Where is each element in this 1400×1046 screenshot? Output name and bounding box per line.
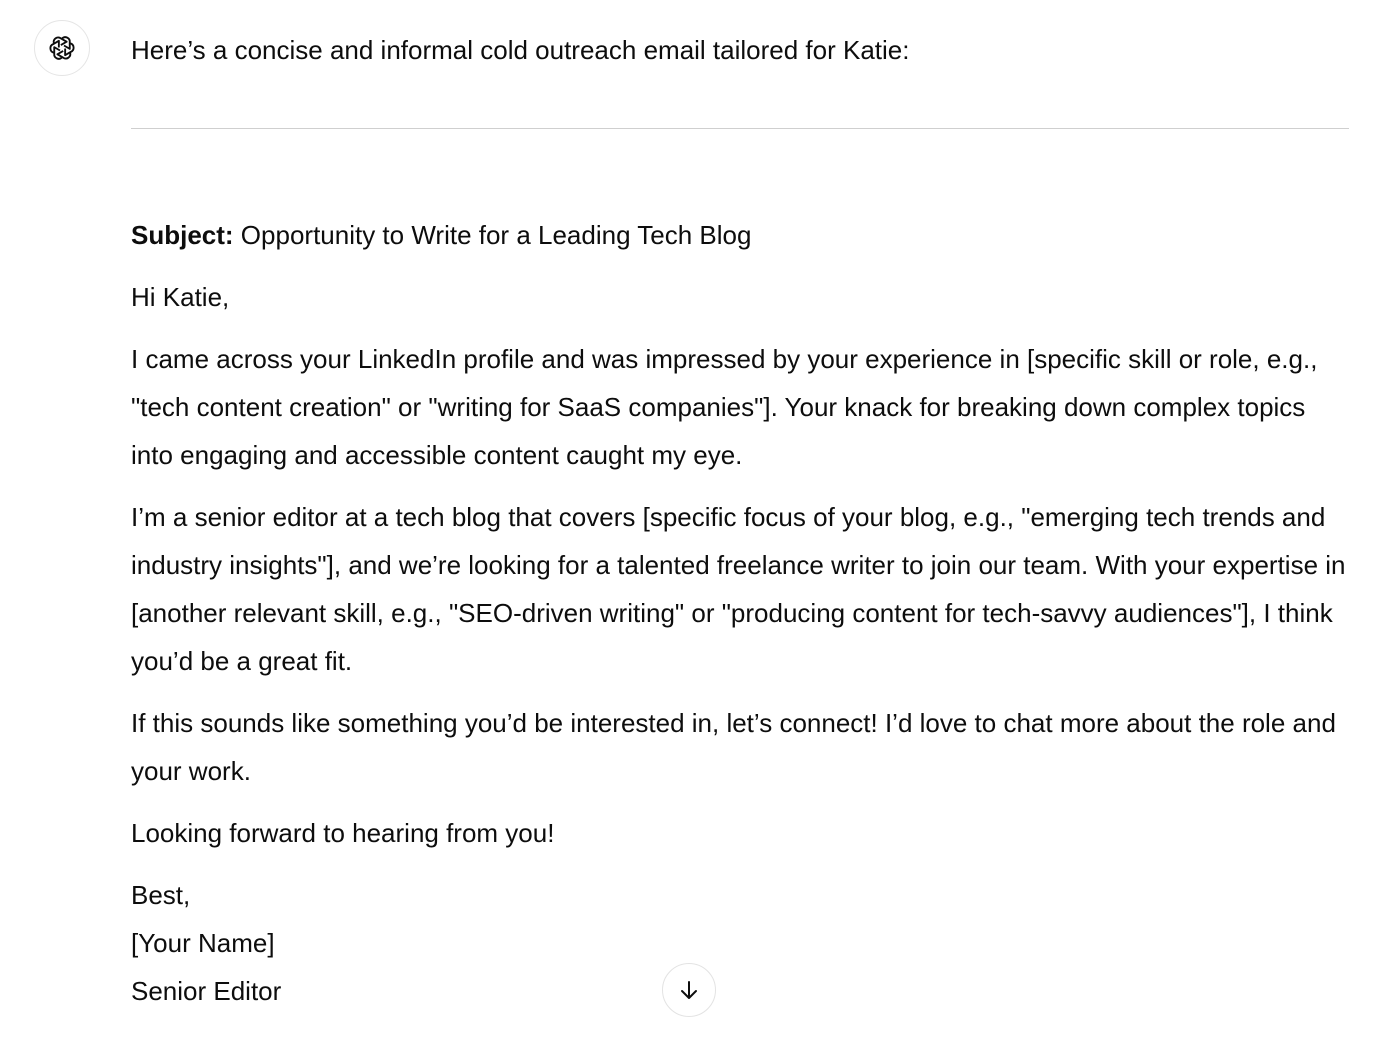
divider <box>131 128 1349 129</box>
assistant-avatar <box>34 20 90 76</box>
signoff: Best, <box>131 880 191 910</box>
scroll-to-bottom-button[interactable] <box>662 963 716 1017</box>
email-paragraph: If this sounds like something you’d be interested in, let’s connect! I’d love to chat more about the role and your work. <box>131 708 1336 786</box>
openai-logo-icon <box>47 33 77 63</box>
arrow-down-icon <box>677 978 701 1002</box>
sender-name: [Your Name] <box>131 928 275 958</box>
sender-title: Senior Editor <box>131 976 282 1006</box>
email-paragraph: I came across your LinkedIn profile and was impressed by your experience in [specific skill or role, e.g., "tech content creation" or "writing for SaaS companies"]. Your knack for breaking down complex topics into engaging and accessible content caught my eye. <box>131 344 1318 470</box>
email-paragraph: Looking forward to hearing from you! <box>131 818 555 848</box>
subject-text: Opportunity to Write for a Leading Tech Blog <box>233 220 752 250</box>
subject-label: Subject: <box>131 220 234 250</box>
assistant-message <box>131 26 1349 1029</box>
email-greeting: Hi Katie, <box>131 282 230 312</box>
email-paragraph: I’m a senior editor at a tech blog that covers [specific focus of your blog, e.g., "emerging tech trends and industry insights"], and we’re looking for a talented freelance writer to join our team. With your expertise in [another relevant skill, e.g., "SEO-driven writing" or "producing content for tech-savvy audiences"], I think you’d be a great fit. <box>131 502 1346 676</box>
intro-text: Here’s a concise and informal cold outreach email tailored for Katie: <box>131 35 910 65</box>
email-signature <box>131 871 1349 1015</box>
email-subject <box>131 211 1349 259</box>
